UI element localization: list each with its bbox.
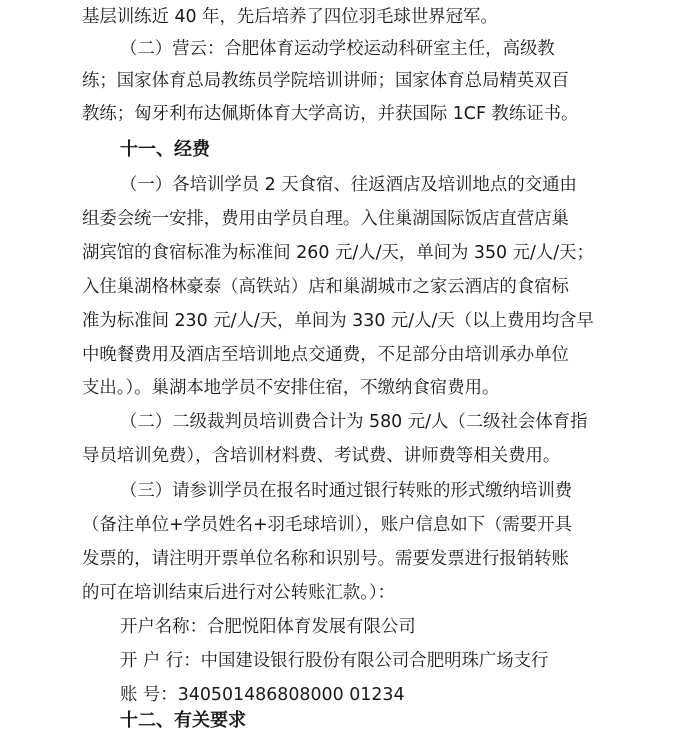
text-line-9: 入住巢湖格林豪泰（高铁站）店和巢湖城市之家云酒店的食宿标 <box>82 277 569 297</box>
text-line-10: 准为标准间 230 元/人/天，单间为 330 元/人/天（以上费用均含早 <box>82 311 594 331</box>
bank-line: 开 户 行：中国建设银行股份有限公司合肥明珠广场支行 <box>120 651 549 671</box>
text-line-11: 中晚餐费用及酒店至培训地点交通费，不足部分由培训承办单位 <box>82 345 569 365</box>
section-heading-twelve: 十二、有关要求 <box>120 710 246 731</box>
section-heading-eleven: 十一、经费 <box>120 139 210 160</box>
text-line-16: （备注单位+学员姓名+羽毛球培训），账户信息如下（需要开具 <box>82 515 572 535</box>
text-line-3: 练；国家体育总局教练员学院培训讲师；国家体育总局精英双百 <box>82 71 569 91</box>
account-number-line: 账 号：340501486808000 01234 <box>120 685 405 705</box>
text-line-14: 导员培训免费），含培训材料费、考试费、讲师费等相关费用。 <box>82 446 561 466</box>
text-line-12: 支出。）。巢湖本地学员不安排住宿，不缴纳食宿费用。 <box>82 378 500 398</box>
account-name-line: 开户名称：合肥悦阳体育发展有限公司 <box>120 617 416 637</box>
text-line-7: 组委会统一安排，费用由学员自理。入住巢湖国际饭店直营店巢 <box>82 209 569 229</box>
text-line-1: 基层训练近 40 年，先后培养了四位羽毛球世界冠军。 <box>82 7 498 27</box>
text-line-4: 教练；匈牙利布达佩斯体育大学高访，并获国际 1CF 教练证书。 <box>82 104 579 124</box>
text-line-6: （一）各培训学员 2 天食宿、往返酒店及培训地点的交通由 <box>120 175 577 195</box>
text-line-17: 发票的，请注明开票单位名称和识别号。需要发票进行报销转账 <box>82 549 569 569</box>
text-line-8: 湖宾馆的食宿标准为标准间 260 元/人/天，单间为 350 元/人/天； <box>82 243 594 263</box>
text-line-2: （二）营云：合肥体育运动学校运动科研室主任，高级教 <box>120 39 555 59</box>
text-line-18: 的可在培训结束后进行对公转账汇款。）： <box>82 583 396 603</box>
text-line-15: （三）请参训学员在报名时通过银行转账的形式缴纳培训费 <box>120 481 573 501</box>
text-line-13: （二）二级裁判员培训费合计为 580 元/人（二级社会体育指 <box>120 412 588 432</box>
